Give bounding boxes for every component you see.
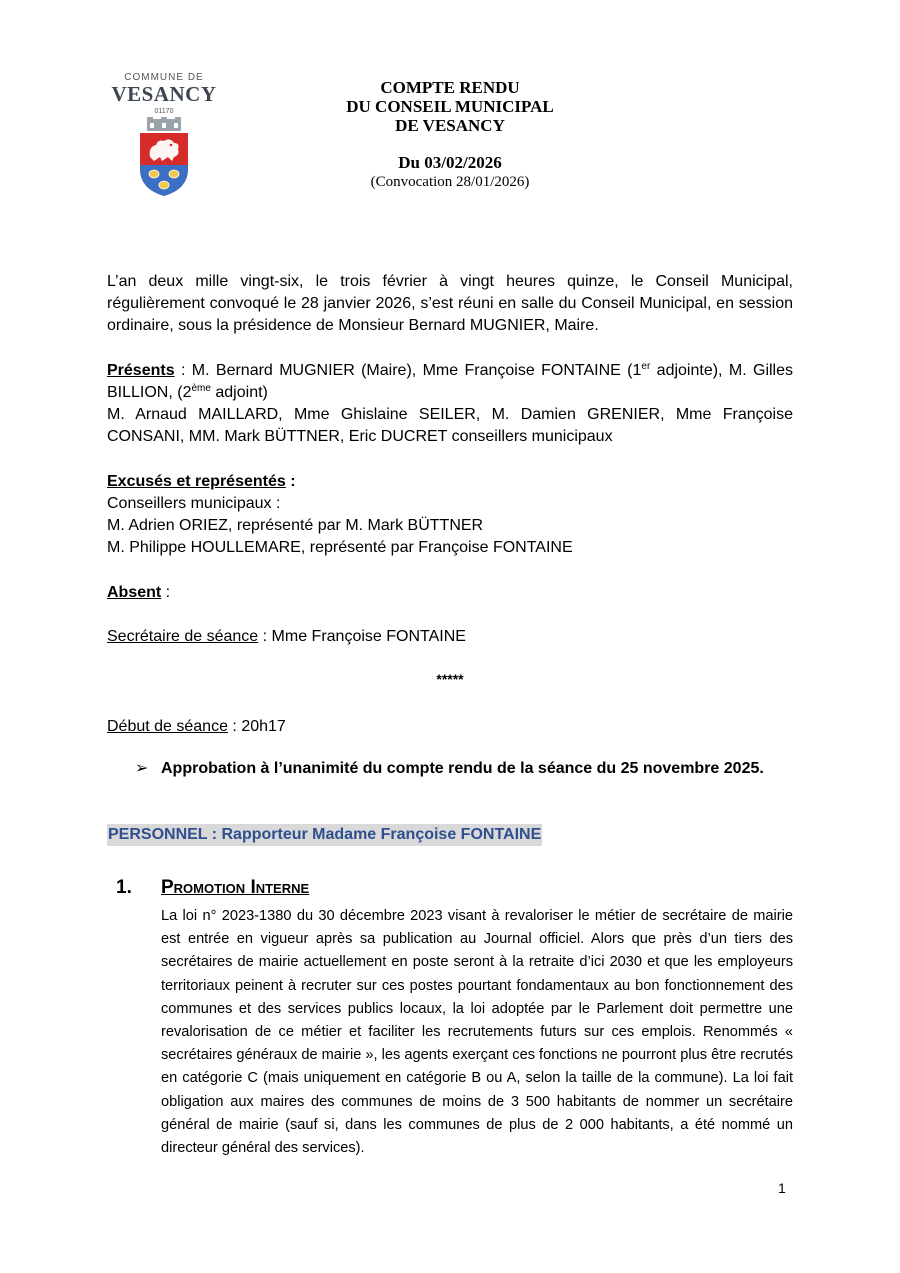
commune-logo [108,70,220,212]
crown-icon [147,117,181,131]
item-paragraph: La loi n° 2023-1380 du 30 décembre 2023 visant à revaloriser le métier de secrétaire de mairie est entrée en vigueur après sa publication au Journal officiel. Alors que près d’un tiers des secrétaires de mairie actuellement en poste seront à la retraite d’ici 2030 et que les employeurs territoriaux peinent à recruter sur ces postes pourtant fondamentaux au bon fonctionnement des communes et des services publics locaux, la loi adoptée par le Parlement doit permettre une revalorisation de ce métier et faciliter les recrutements futurs sur ces emplois. Renommés « secrétaires généraux de mairie », les agents exerçant ces fonctions ne pourront plus être recrutés en catégorie C (mais uniquement en catégorie B ou A, selon la taille de la commune). La loi fait obligation aux maires des communes de moins de 3 500 habitants de nommer un secrétaire général de mairie (sauf si, dans les communes de plus de 2 000 habitants, a été nommé un directeur général des services). [161,908,793,1157]
excuses-block [107,471,793,559]
absent-label: Absent [107,584,162,601]
presents-block [107,360,793,448]
arrow-bullet-icon: ➢ [135,760,149,777]
item-number: 1. [116,877,132,898]
approbation-item [135,758,764,780]
intro-paragraph: L’an deux mille vingt-six, le trois février à vingt heures quinze, le Conseil Municipal, régulièrement convoqué le 28 janvier 2026, s’est réuni en salle du Conseil Municipal, en session ordinaire, sous la présidence de Monsieur Bernard MUGNIER, Maire. [107,273,793,334]
presents-label: Présents [107,362,175,379]
approbation-text: Approbation à l’unanimité du compte rendu de la séance du 25 novembre 2025. [161,760,764,777]
item-title: Promotion Interne [161,877,310,898]
secretaire-block [107,626,793,648]
debut-label: Début de séance [107,718,228,735]
presents-text-c: adjoint) [210,384,268,401]
header-line-3: DE VESANCY [395,116,505,135]
logo-commune-name: VESANCY [111,82,217,106]
debut-block [107,716,793,738]
separator: ***** [436,671,464,687]
section-heading: PERSONNEL : Rapporteur Madame Françoise FONTAINE [107,824,542,846]
logo-commune-label: COMMUNE DE [124,72,204,83]
excuses-line: Conseillers municipaux : [107,495,281,512]
coat-of-arms-icon [134,117,194,197]
presents-sup-b: ème [191,383,211,394]
excuses-line: M. Adrien ORIEZ, représenté par M. Mark BÜTTNER [107,517,484,534]
presents-text-a: : M. Bernard MUGNIER (Maire), Mme Françoise FONTAINE (1 [174,362,642,379]
session-date: Du 03/02/2026 [398,153,502,172]
absent-block [107,582,793,604]
excuses-suffix: : [285,473,296,490]
convocation-date: (Convocation 28/01/2026) [370,174,530,190]
debut-value: : 20h17 [227,718,286,735]
presents-text-b: adjointe), M. Gilles BILLION, (2 [107,362,794,401]
presents-line-2: M. Arnaud MAILLARD, Mme Ghislaine SEILER, M. Damien GRENIER, Mme Françoise CONSANI, MM. Mark BÜTTNER, Eric DUCRET conseillers municipaux [107,406,793,445]
logo-postal-code: 01170 [154,108,174,115]
excuses-line: M. Philippe HOULLEMARE, représenté par Françoise FONTAINE [107,539,573,556]
absent-suffix: : [161,584,171,601]
header-line-2: DU CONSEIL MUNICIPAL [346,97,554,116]
secretaire-label: Secrétaire de séance [107,628,259,645]
secretaire-value: : Mme Françoise FONTAINE [258,628,466,645]
page-number: 1 [778,1180,786,1196]
header-line-1: COMPTE RENDU [380,78,520,97]
presents-sup-a: er [641,361,651,372]
document-header [300,78,600,191]
excuses-label: Excusés et représentés [107,473,286,490]
